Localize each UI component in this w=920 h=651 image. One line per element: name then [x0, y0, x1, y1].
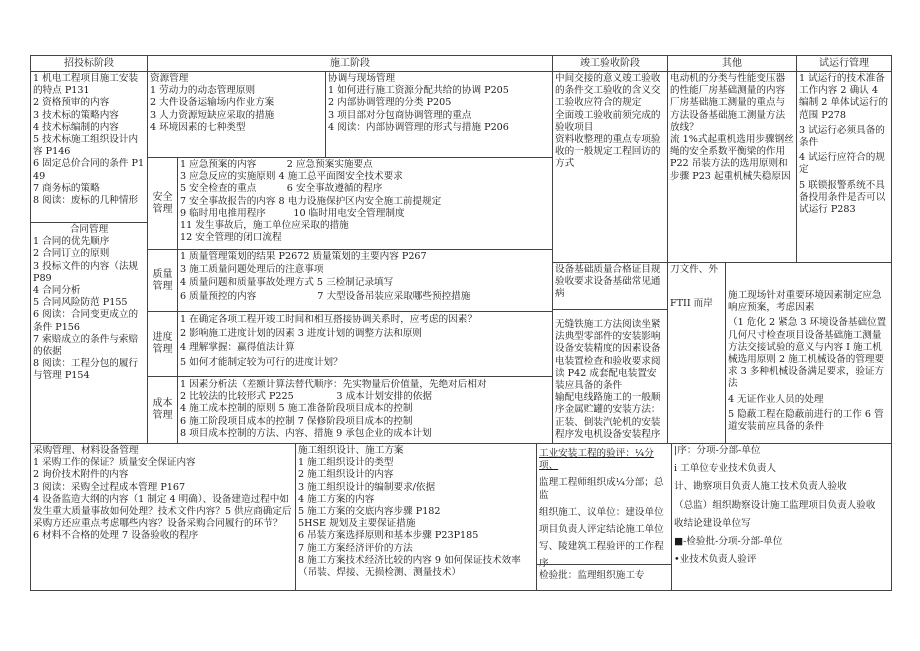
org-design-item: 3 施工组织设计的编制要求/依据 — [298, 481, 436, 493]
bidding-item: 3 技术标的策略内容 — [33, 109, 119, 121]
contract-item: 3 投标文件的内容（法规 P89 — [33, 260, 139, 284]
acceptance-cell — [536, 443, 672, 591]
units-item: •业技术负责人验评 — [674, 554, 757, 566]
safety-item: 9 临时用电推用程序 10 临时用电安全管理制度 — [180, 207, 405, 219]
safety-label: 安全管理 — [148, 158, 178, 249]
units-item: i 工单位专业技术负责人 — [674, 463, 777, 475]
bidding-item: 1 机电工程项目施工安装的特点 P131 — [33, 73, 139, 97]
cost-item: 8 项目成本控制的方法、内容、措施 9 承包企业的成本计划 — [180, 427, 432, 439]
cost-item: 6 施工阶段项目成本的控制 7 保修阶段项目成本的控制 — [180, 415, 413, 427]
acceptance-item: 工业安装工程的验评：¼分项、 — [539, 448, 654, 472]
quality-list — [180, 251, 550, 311]
safety-item: 5 安全检查的重点 6 安全事故遵循的程序 — [180, 183, 383, 195]
units-item: 收结论建设单位写 — [674, 517, 751, 529]
org-design-item: 5HSE 规划及主要保证措施 — [298, 518, 416, 530]
header-bidding: 招投标阶段 — [30, 55, 148, 72]
safety-cell — [147, 157, 553, 250]
quality-label: 质量管理 — [148, 250, 178, 311]
coordination-item: 1 如何进行施工资源分配共给的协调 P205 — [328, 85, 509, 97]
org-design-item: 7 施工方案经济评价的方法 — [298, 542, 413, 554]
contract-title: 合同管理 — [69, 224, 109, 235]
trial-item: 1 试运行的技术准备工作内容 2 确认 4 编制 2 单体试运行的范围 P278 — [799, 73, 888, 121]
acceptance-list — [539, 448, 670, 571]
org-design-item: 施工组织设计、施工方案 — [298, 445, 404, 456]
quality-item: 6 质量预控的内容 7 大型设备吊装应采取哪些预控措施 — [180, 290, 471, 302]
contract-item: 8 阅读：工程分包的履行与管理 P154 — [33, 358, 139, 382]
completion-low-list — [555, 319, 665, 441]
bidding-item: 8 阅读：废标的几种情形 — [33, 195, 139, 207]
trial-item: 4 试运行应符合的规定 — [799, 152, 885, 176]
resource-item: 3 人力资源短缺应采取的措施 — [150, 109, 275, 121]
org-design-item: 4 施工方案的内容 — [298, 493, 375, 505]
procurement-item: 2 询价技术附件的内容 — [33, 469, 129, 481]
schedule-item: 2 影响施工进度计划的因素 3 进度计划的调整方法和原则 — [180, 328, 423, 340]
bidding-item: 5 技术标施工组织设计内容 P146 — [33, 134, 139, 158]
resource-item: 2 大件设备运输场内作业方案 — [150, 97, 275, 109]
combined-item: 5 隐蔽工程在隐蔽前进行的工作 6 管道安装前应具备的条件 — [728, 408, 884, 433]
bidding-item: 4 技术标编制的内容 — [33, 121, 119, 133]
contract-item: 1 合同的优先顺序 — [33, 236, 110, 248]
cost-label: 成本管理 — [148, 377, 178, 443]
units-cell — [671, 443, 892, 591]
combined-item: （1 危化 2 紧急 3 环境设备基础位置几何尺寸检查项目设备基础施工测量方法交接试验的意义与内容 I 施工机械选用原则 2 施工机械设备的管理要求 3 多种机械设备满足要求，验证方法 — [728, 317, 887, 390]
org-design-item: 8 施工方案技术经济比较的内容 9 如何保证技术效率（吊装、焊接、无损检测、测量技术） — [298, 554, 521, 579]
trial-item: 5 联锁报警系统不具备投用条件是否可以试运行 P283 — [799, 179, 886, 216]
schedule-list — [180, 314, 550, 376]
completion-item: 中间交接的意义竣工验收的条件交工验收的含义交工验收应符合的规定 — [555, 73, 661, 109]
resource-title: 资源管理 — [150, 73, 189, 84]
schedule-item: 4 理解掌握：赢得值法计算 — [180, 342, 295, 354]
acceptance-item: 写、陵建筑工程验评的工作程 — [539, 541, 664, 553]
schedule-cell — [147, 311, 553, 377]
quality-item: 4 质量问题和质量事故处理方式 5 三检制记录填写 — [180, 277, 394, 289]
schedule-label: 进度管理 — [148, 312, 178, 376]
org-design-list — [298, 445, 534, 579]
org-design-item: 6 吊装方案选择原则和基本步骤 P23P185 — [298, 530, 479, 542]
contract-list — [33, 236, 145, 382]
trial-item: 3 试运行必须具备的条件 — [799, 124, 885, 149]
trial-list — [799, 73, 889, 216]
cost-list — [180, 379, 550, 443]
org-design-item: 2 施工组织设计的内容 — [298, 469, 394, 481]
combined-item: 施工现场针对重要环境因素制定应急响应预案，考虑因素 — [728, 290, 882, 314]
coordination-cell — [325, 71, 553, 158]
study-outline-table — [30, 55, 892, 591]
other-item: 流 1%式起重机选用步骤钢丝绳的安全系数平衡梁的作用 P22 吊装方法的选用原则和步骤 P23 起重机械失稳原因 — [670, 134, 794, 182]
combined-cell — [725, 262, 892, 444]
acceptance-item: 组织施工、议单位：建设单位 — [539, 506, 664, 518]
procurement-item: 3 阅读：采购全过程成本管理 P167 — [33, 481, 186, 493]
safety-item: 12 安全管理的闭口流程 — [180, 232, 282, 244]
other-mid-cell — [667, 262, 726, 444]
units-item: 计、勘察项目负责人施工技术负责人验收 — [674, 481, 847, 493]
quality-cell — [147, 249, 553, 312]
header-construction: 施工阶段 — [147, 55, 553, 72]
header-other: 其他 — [667, 55, 797, 72]
units-item: |序：分项-分部-单位 — [674, 445, 761, 456]
procurement-item: 6 材料不合格的处理 7 设备验收的程序 — [33, 530, 199, 542]
other-top-cell — [667, 71, 797, 263]
completion-low-cell — [552, 309, 668, 444]
contract-item: 2 合同订立的原则 — [33, 248, 110, 260]
completion-item: 全面竣工验收前须完成的验收项目 — [555, 109, 661, 133]
completion-item: 资料收整理的重点专项验收的一般规定工程回访的方式 — [555, 134, 661, 170]
safety-item: 1 应急预案的内容 2 应急预案实施要点 — [180, 159, 373, 170]
coordination-item: 4 阅读：内部协调管理的形式与措施 P206 — [328, 121, 509, 133]
units-list — [674, 445, 889, 566]
coordination-item: 3 项目部对分包商协调管理的重点 — [328, 109, 472, 121]
cost-cell — [147, 376, 553, 444]
safety-item: 3 应急反应的实施原则 4 施工总平面图安全技术要求 — [180, 171, 403, 183]
bidding-list — [33, 73, 145, 207]
resource-item: 4 环境因素的七种类型 — [150, 121, 246, 133]
header-completion: 竣工验收阶段 — [552, 55, 668, 72]
acceptance-item: 序 — [539, 558, 549, 570]
contract-item: 7 索赔成立的条件与索赔的依据 — [33, 333, 139, 358]
bidding-item: 6 固定总价合同的条件 P149 — [33, 158, 145, 182]
other-mid-line: 刀文件、外 — [670, 264, 718, 275]
contract-item: 4 合同分析 — [33, 285, 81, 297]
procurement-cell — [30, 443, 296, 591]
procurement-item: 4 设备监造大纲的内容（1 制定 4 明确）、设备建造过程中如发生重大质量事故如何处理？技术文件内容？5 供应商确定后采购方还应重点考虑哪些内容？设备采购合同履行的环节？ — [33, 493, 292, 530]
units-item: ■-检验批-分项-分部-单位 — [674, 536, 783, 548]
quality-item: 1 质量管理策划的结果 P2672 质量策划的主要内容 P267 — [180, 251, 427, 262]
acceptance-item: 项目负责人评定结论施工单位 — [539, 524, 664, 536]
org-design-item: 5 施工方案的交底内容步骤 P182 — [298, 506, 441, 518]
completion-item: 输配电线路施工的一般顺序金属贮罐的安装方法：正装、倒装汽轮机的安装程序发电机设备安装程序 — [555, 392, 661, 440]
completion-item: 无缝铁施工方法阅读坐紧法典型零部件的安装影响设备安装精度的因素设备电装置检查和验收要求阅读 P42 成套配电装置安装应具备的条件 — [555, 318, 661, 391]
other-low-line: FTII 而岸 — [670, 298, 713, 310]
procurement-item: 采购管理、材料设备管理 — [33, 445, 139, 456]
other-top-list — [670, 73, 794, 183]
contract-item: 6 阅读：合同变更成立的条件 P156 — [33, 309, 139, 333]
resource-list — [150, 85, 323, 134]
completion-mid-cell — [552, 262, 668, 310]
completion-top-list — [555, 73, 665, 171]
combined-list — [728, 290, 889, 433]
cost-item: 4 施工成本控制的原则 5 施工准备阶段项目成本的控制 — [180, 403, 413, 415]
combined-item: 4 无证作业人员的处理 — [728, 393, 824, 405]
schedule-item: 1 在确定各项工程开竣工时间和相互搭接协调关系时，应考虑的因素？ — [180, 314, 477, 325]
org-design-item: 1 施工组织设计的类型 — [298, 457, 394, 469]
cost-item: 1 因素分析法（差额计算法替代顺序：先实物量后价值量，先绝对后相对 — [180, 379, 487, 390]
quality-item: 3 施工质量问题处理后的注意事项 — [180, 264, 324, 276]
trial-top-cell — [796, 71, 892, 263]
contract-item: 5 合同风险防范 P155 — [33, 297, 128, 309]
acceptance-bottom-line: 检验批：监理组织施工专 — [537, 564, 671, 582]
resource-item: 1 劳动力的动态管理原则 — [150, 85, 256, 97]
procurement-list — [33, 445, 293, 543]
completion-mid-list — [555, 264, 665, 301]
bidding-item: 2 资格预审的内容 — [33, 97, 110, 109]
coordination-item: 2 内部协调管理的分类 P205 — [328, 97, 452, 109]
completion-top-cell — [552, 71, 668, 263]
completion-item: 设备基础质量合格证目规验收要求设备基础常见通病 — [555, 264, 661, 300]
procurement-item: 1 采购工作的保证？质量安全保证内容 — [33, 457, 196, 469]
coordination-list — [328, 85, 550, 134]
safety-list — [180, 159, 550, 249]
bidding-item: 7 商务标的策略 — [33, 182, 100, 194]
cost-item: 2 比较法的比较形式 P225 3 成本计划安排的依据 — [180, 391, 432, 403]
other-item: 电动机的分类与性能变压器的性能厂房基础测量的内容厂房基础施工测量的重点与方法设备基础施工测量方法放线？ — [670, 73, 786, 133]
acceptance-item: 监理工程师组织成¼分部；总监 — [539, 477, 664, 501]
bidding-cell — [30, 71, 148, 223]
safety-item: 7 安全事故报告的内容 8 电力设施保护区内安全施工前提规定 — [180, 195, 442, 207]
header-trial: 试运行管理 — [796, 55, 892, 72]
org-design-cell — [295, 443, 537, 591]
coordination-title: 协调与现场管理 — [328, 73, 396, 84]
resource-cell — [147, 71, 326, 158]
contract-cell — [30, 222, 148, 444]
safety-item: 11 发生事故后，施工单位应采取的措施 — [180, 220, 349, 232]
schedule-item: 5 如何才能制定较为可行的进度计划？ — [180, 356, 343, 368]
units-item: （总监）组织勘察设计施工监理项目负责人验收 — [674, 499, 876, 511]
